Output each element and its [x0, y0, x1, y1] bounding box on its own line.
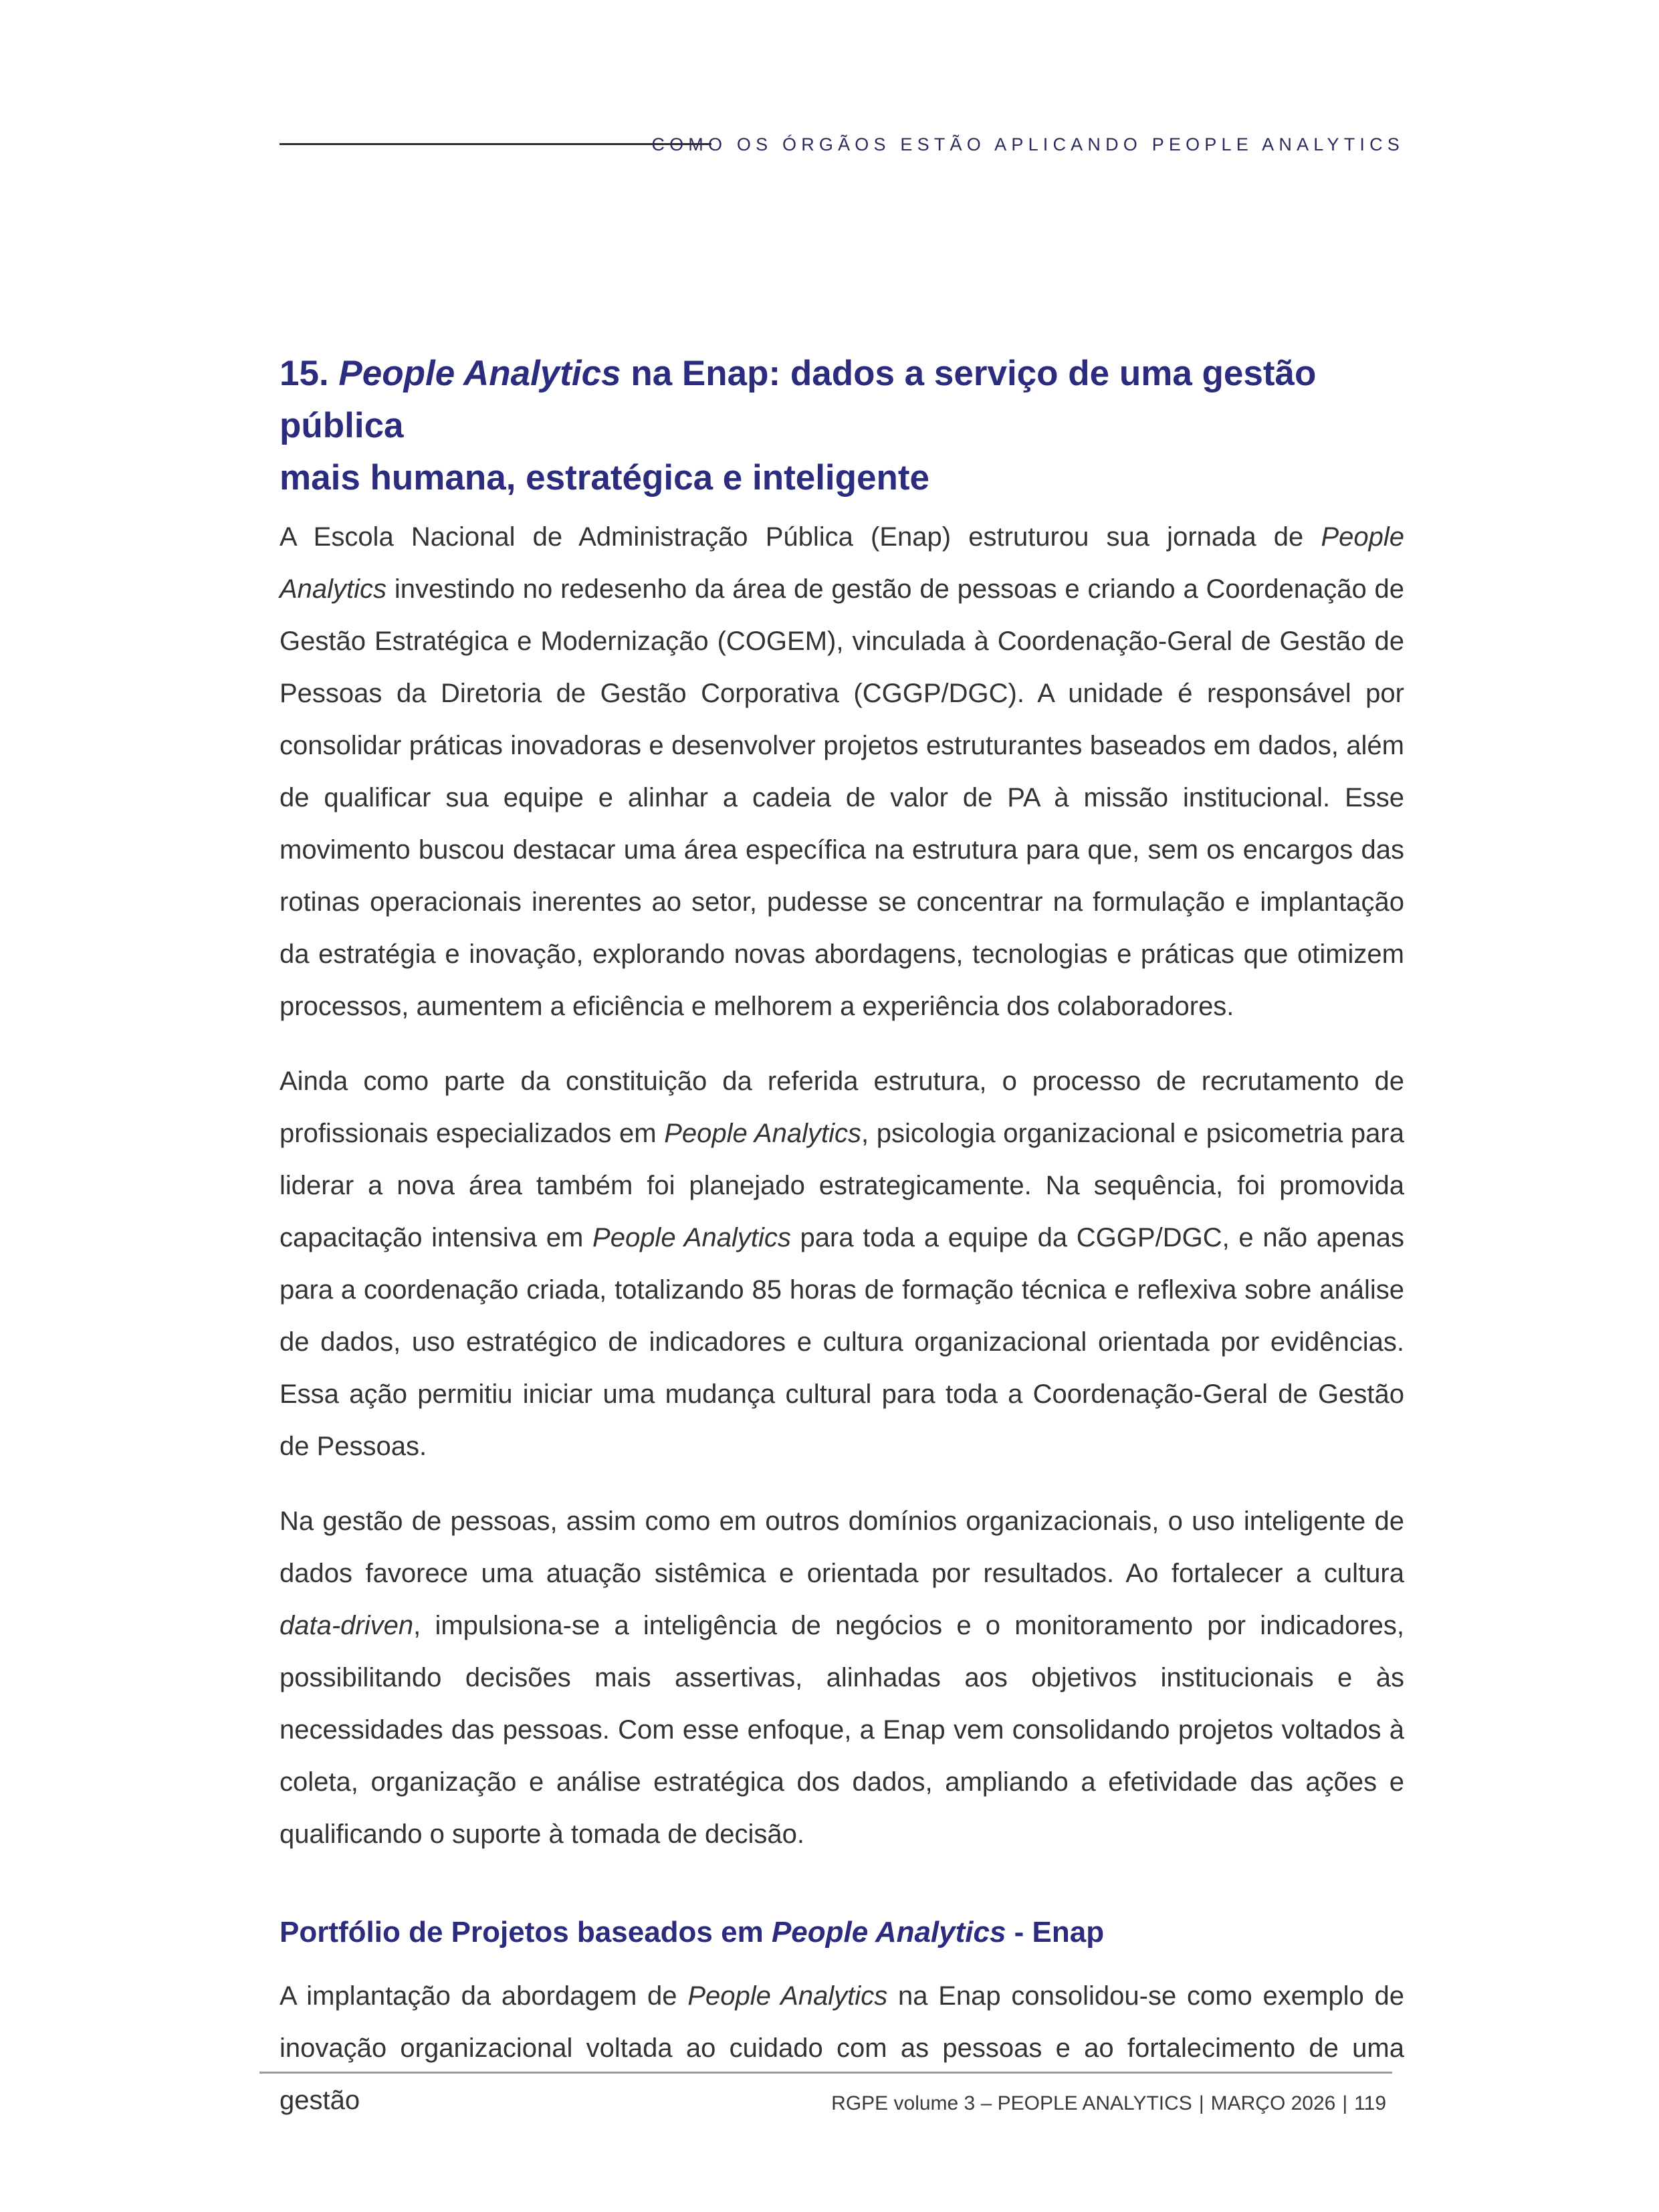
paragraph-2-text-b: , psicologia organizacional e psicometria para liderar a nova área também foi planejado estrategicamente. Na sequência, foi promovida capacitação intensiva em [280, 1119, 1404, 1252]
paragraph-2-italic-b: People Analytics [592, 1223, 791, 1252]
paragraph-2-text-a: Ainda como parte da constituição da referida estrutura, o processo de recrutamento de profissionais especializados em [280, 1067, 1404, 1148]
paragraph-3-text-b: , impulsiona-se a inteligência de negócios e o monitoramento por indicadores, possibilitando decisões mais assertivas, alinhadas aos objetivos institucionais e às necessidades das pessoas. Com esse enfoque, a Enap vem consolidando projetos voltados à coleta, organização e análise estratégica dos dados, ampliando a efetividade das ações e qualificando o suporte à tomada de decisão. [280, 1611, 1404, 1849]
paragraph-3-italic: data-driven [280, 1611, 414, 1640]
page-footer [831, 2089, 1386, 2118]
paragraph-1-text-b: investindo no redesenho da área de gestão de pessoas e criando a Coordenação de Gestão Estratégica e Modernização (COGEM), vinculada à Coordenação-Geral de Gestão de Pessoas da Diretoria de Gestão Corporativa (CGGP/DGC). A unidade é responsável por consolidar práticas inovadoras e desenvolver projetos estruturantes baseados em dados, além de qualificar sua equipe e alinhar a cadeia de valor de PA à missão institucional. Esse movimento buscou destacar uma área específica na estrutura para que, sem os encargos das rotinas operacionais inerentes ao setor, pudesse se concentrar na formulação e implantação da estratégia e inovação, explorando novas abordagens, tecnologias e práticas que otimizem processos, aumentem a eficiência e melhorem a experiência dos colaboradores. [280, 574, 1404, 1021]
sub-heading [280, 1910, 1404, 1955]
paragraph-3 [280, 1495, 1404, 1860]
page-number: 119 [1354, 2092, 1386, 2114]
footer-date: MARÇO 2026 [1210, 2092, 1336, 2114]
paragraph-4-text-a: A implantação da abordagem de [280, 1981, 688, 2011]
paragraph-2-italic-a: People Analytics [664, 1119, 861, 1148]
paragraph-1-text-a: A Escola Nacional de Administração Pública (Enap) estruturou sua jornada de [280, 522, 1321, 552]
running-title: COMO OS ÓRGÃOS ESTÃO APLICANDO PEOPLE ANALYTICS [651, 134, 1404, 154]
paragraph-2 [280, 1055, 1404, 1472]
footer-publication: RGPE volume 3 – PEOPLE ANALYTICS [831, 2092, 1192, 2114]
heading-italic-term: People Analytics [338, 354, 621, 393]
running-header [280, 131, 1404, 158]
sub-heading-text-b: - Enap [1006, 1916, 1105, 1949]
heading-number: 15. [280, 354, 329, 393]
paragraph-4-italic: People Analytics [687, 1981, 888, 2011]
paragraph-4-text-b: na Enap consolidou-se como exemplo de inovação organizacional voltada ao cuidado com as pessoas e ao fortalecimento de uma gestão [280, 1981, 1404, 2115]
sub-heading-text-a: Portfólio de Projetos baseados em [280, 1916, 772, 1949]
heading-text-line2: mais humana, estratégica e inteligente [280, 458, 930, 497]
paragraph-2-text-c: para toda a equipe da CGGP/DGC, e não apenas para a coordenação criada, totalizando 85 horas de formação técnica e reflexiva sobre análise de dados, uso estratégico de indicadores e cultura organizacional orientada por evidências. Essa ação permitiu iniciar uma mudança cultural para toda a Coordenação-Geral de Gestão de Pessoas. [280, 1223, 1404, 1461]
paragraph-1-italic: People Analytics [280, 522, 1404, 604]
section-heading [280, 348, 1404, 504]
sub-heading-italic: People Analytics [771, 1916, 1006, 1949]
paragraph-3-text-a: Na gestão de pessoas, assim como em outros domínios organizacionais, o uso inteligente de dados favorece uma atuação sistêmica e orientada por resultados. Ao fortalecer a cultura [280, 1507, 1404, 1588]
header-rule [280, 143, 711, 145]
paragraph-1 [280, 511, 1404, 1032]
footer-separator-2: | [1342, 2092, 1348, 2114]
footer-rule [259, 2072, 1392, 2074]
main-content [280, 348, 1404, 2126]
heading-text-line1: na Enap: dados a serviço de uma gestão pública [280, 354, 1317, 445]
footer-separator-1: | [1198, 2092, 1204, 2114]
